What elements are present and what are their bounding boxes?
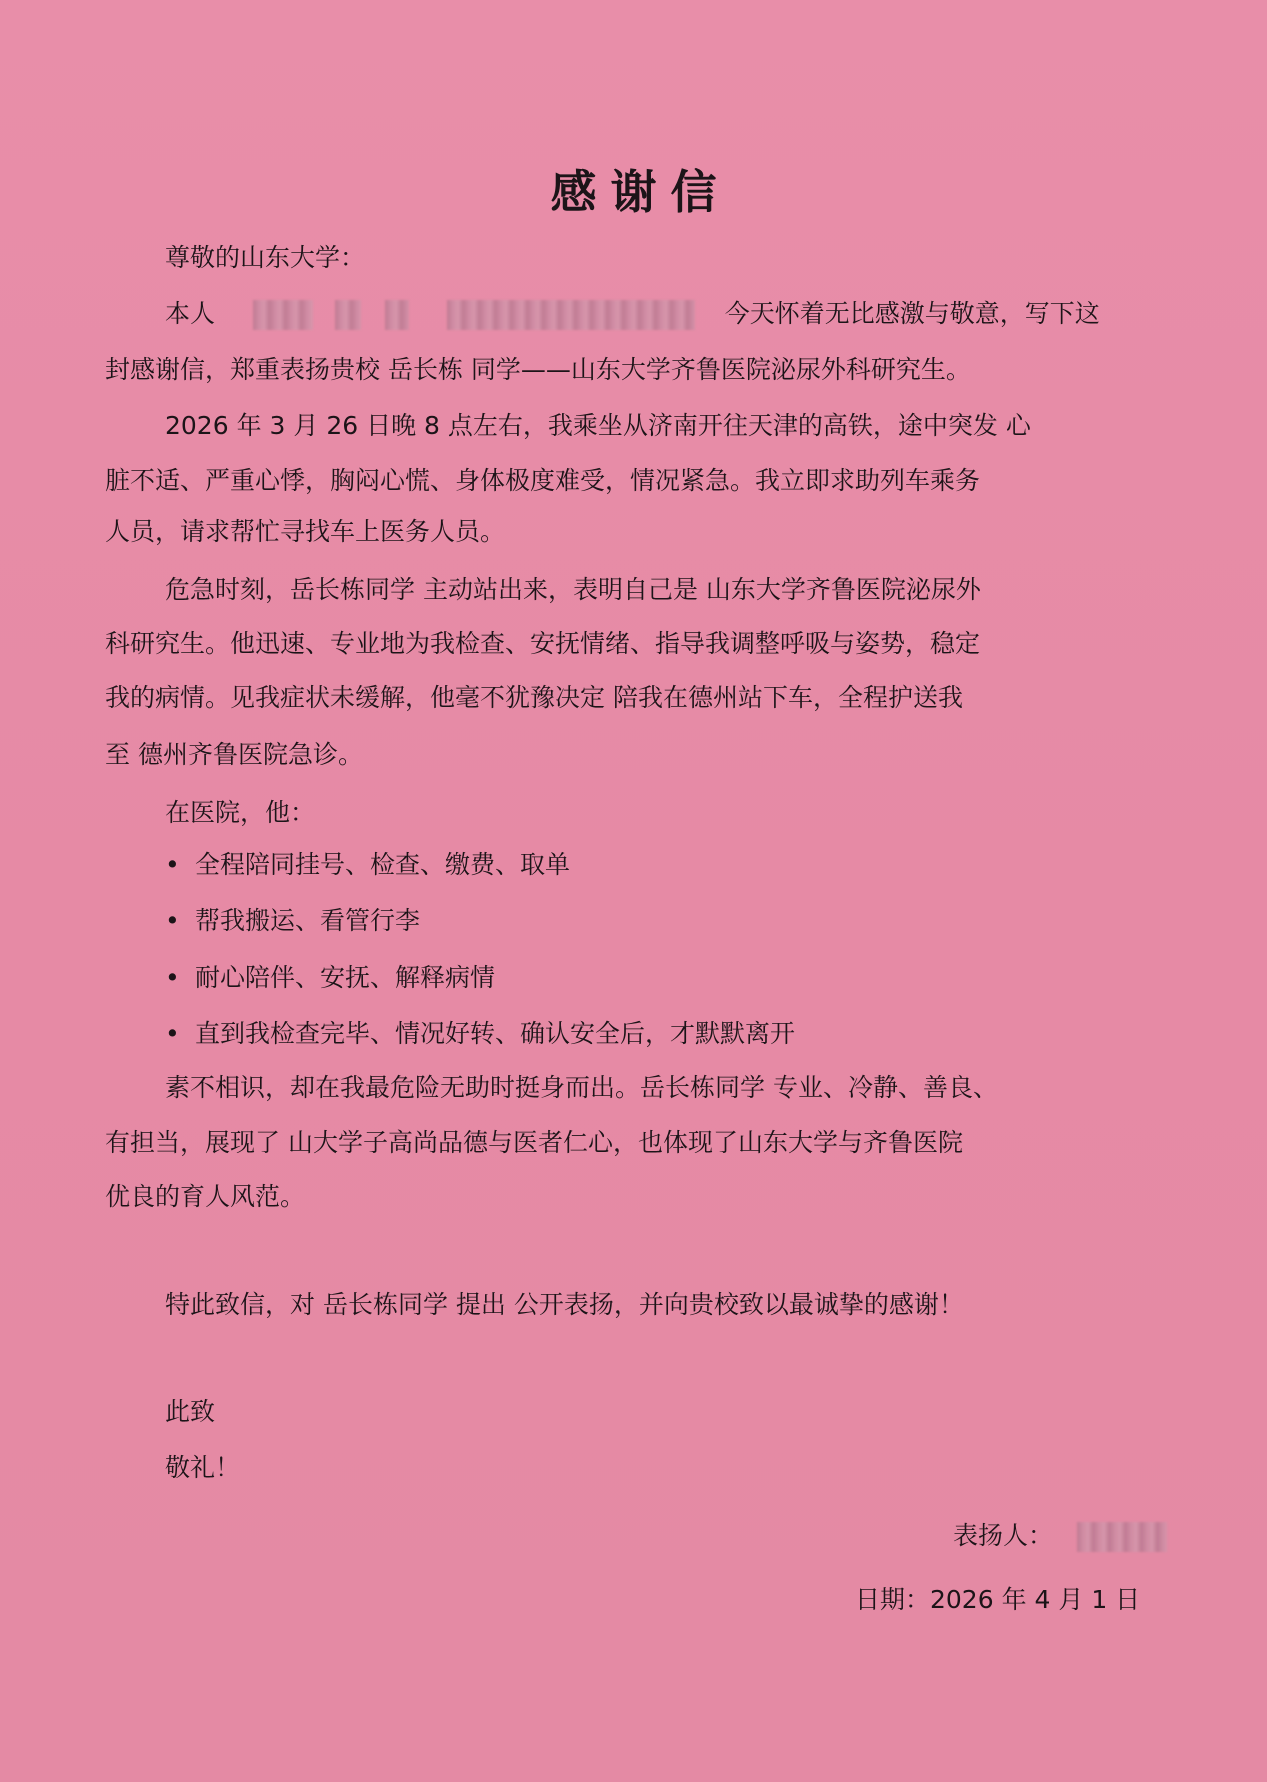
redacted-info-block: [447, 300, 695, 330]
paragraph-2-line-3: 人员，请求帮忙寻找车上医务人员。: [105, 517, 506, 546]
paragraph-6: 特此致信，对 岳长栋同学 提出 公开表扬，并向贵校致以最诚挚的感谢！: [165, 1290, 964, 1319]
paragraph-3-line-3: 我的病情。见我症状未缓解，他毫不犹豫决定 陪我在德州站下车，全程护送我: [105, 683, 963, 712]
paragraph-3-line-4: 至 德州齐鲁医院急诊。: [105, 740, 363, 769]
letter-date: 日期：2026 年 4 月 1 日: [855, 1585, 1141, 1614]
list-item: • 全程陪同挂号、检查、缴费、取单: [165, 847, 570, 883]
signer-label: 表扬人：: [953, 1521, 1054, 1550]
bullet-point: •: [165, 850, 180, 879]
list-item: • 直到我检查完毕、情况好转、确认安全后，才默默离开: [165, 1016, 795, 1052]
signer-line: [953, 1518, 1167, 1554]
redacted-signer-name: [1077, 1522, 1167, 1552]
paragraph-2-line-1: 2026 年 3 月 26 日晚 8 点左右，我乘坐从济南开往天津的高铁，途中突发 心: [165, 411, 1031, 440]
paragraph-1-line-1: [165, 296, 1100, 332]
p1-suffix: 今天怀着无比感激与敬意，写下这: [724, 299, 1100, 328]
paragraph-5-line-2: 有担当，展现了 山大学子高尚品德与医者仁心，也体现了山东大学与齐鲁医院: [105, 1128, 963, 1157]
paragraph-2-line-2: 脏不适、严重心悸，胸闷心慌、身体极度难受，情况紧急。我立即求助列车乘务: [105, 466, 981, 495]
list-item: • 耐心陪伴、安抚、解释病情: [165, 960, 495, 996]
letter-title: 感谢信: [550, 165, 731, 219]
paragraph-1-line-2: 封感谢信，郑重表扬贵校 岳长栋 同学——山东大学齐鲁医院泌尿外科研究生。: [105, 355, 971, 384]
paragraph-3-line-1: 危急时刻，岳长栋同学 主动站出来，表明自己是 山东大学齐鲁医院泌尿外: [165, 575, 981, 604]
closing-1: 此致: [165, 1397, 216, 1426]
p1-prefix: 本人: [165, 299, 216, 328]
redacted-name-block: [253, 300, 313, 330]
list-item: • 帮我搬运、看管行李: [165, 903, 420, 939]
bullet-point: •: [165, 1019, 180, 1048]
bullet-point: •: [165, 906, 180, 935]
salutation: 尊敬的山东大学：: [165, 243, 366, 272]
paragraph-5-line-1: 素不相识，却在我最危险无助时挺身而出。岳长栋同学 专业、冷静、善良、: [165, 1073, 998, 1102]
paragraph-5-line-3: 优良的育人风范。: [105, 1182, 306, 1211]
bullet-point: •: [165, 963, 180, 992]
paragraph-4-intro: 在医院，他：: [165, 798, 316, 827]
paragraph-3-line-2: 科研究生。他迅速、专业地为我检查、安抚情绪、指导我调整呼吸与姿势，稳定: [105, 629, 981, 658]
redacted-block: [335, 300, 361, 330]
redacted-block: [385, 300, 409, 330]
closing-2: 敬礼！: [165, 1453, 241, 1482]
